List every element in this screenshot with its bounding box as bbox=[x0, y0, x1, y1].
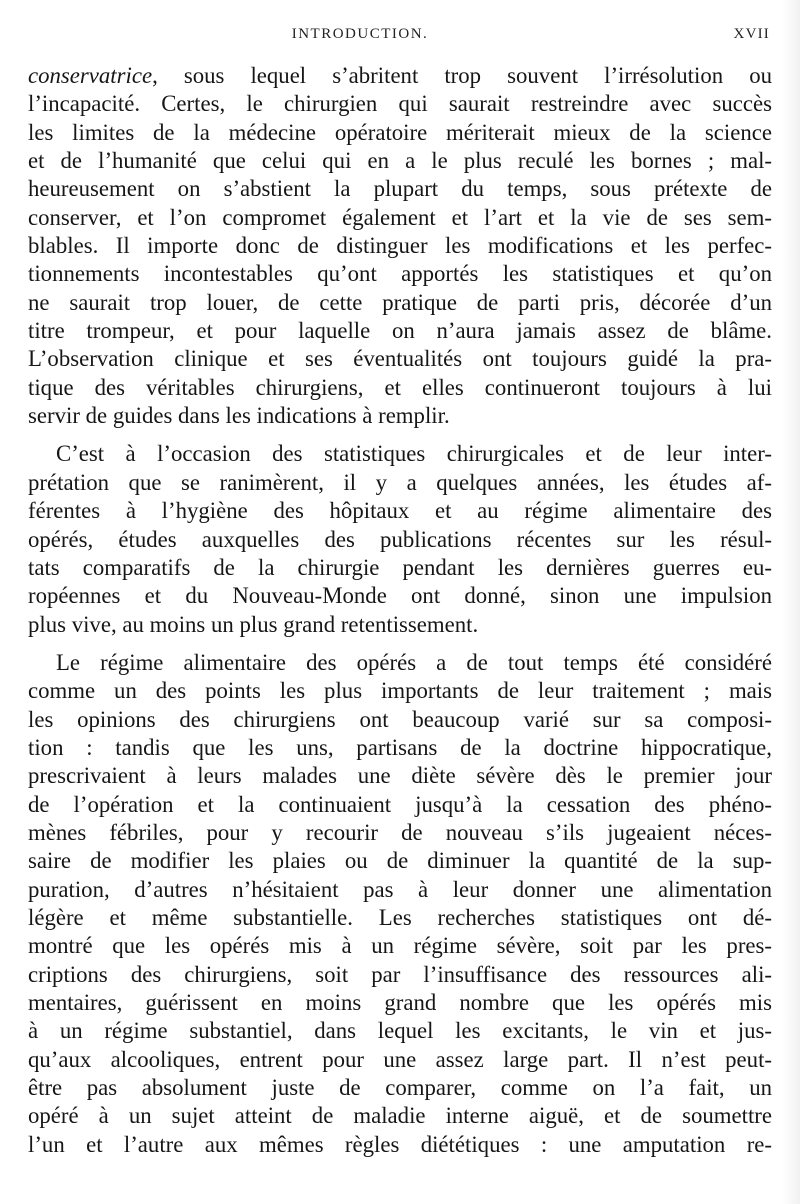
text-line: L’observation clinique et ses éventualités ont toujours guidé la pra- bbox=[28, 346, 772, 372]
text-line: C’est à l’occasion des statistiques chirurgicales et de leur inter- bbox=[56, 441, 772, 467]
text-line: prétation que se ranimèrent, il y a quelques années, les études af- bbox=[28, 469, 772, 495]
text-line: tionnements incontestables qu’ont apportés les statistiques et qu’on bbox=[28, 261, 772, 287]
text-line: l’incapacité. Certes, le chirurgien qui saurait restreindre avec succès bbox=[28, 91, 772, 117]
paragraph bbox=[28, 649, 772, 1159]
text-line: montré que les opérés mis à un régime sévère, soit par les pres- bbox=[28, 933, 772, 959]
text-line: légère et même substantielle. Les recherches statistiques ont dé- bbox=[28, 904, 772, 930]
text-line: qu’aux alcooliques, entrent pour une assez large part. Il n’est peut- bbox=[28, 1046, 772, 1072]
italic-term: conservatrice bbox=[28, 63, 153, 88]
text-line: heureusement on s’abstient la plupart du temps, sous prétexte de bbox=[28, 176, 772, 202]
text-line: de l’opération et la continuaient jusqu’à la cessation des phéno- bbox=[28, 791, 772, 817]
text-line: comme un des points les plus importants de leur traitement ; mais bbox=[28, 678, 772, 704]
paragraph bbox=[28, 62, 772, 430]
text-line: ropéennes et du Nouveau-Monde ont donné, sinon une impulsion bbox=[28, 583, 772, 609]
text-line: les limites de la médecine opératoire mériterait mieux de la science bbox=[28, 119, 772, 145]
text-line: conserver, et l’on compromet également et l’art et la vie de ses sem- bbox=[28, 204, 772, 230]
text-line: opérés, études auxquelles des publications récentes sur les résul- bbox=[28, 526, 772, 552]
paragraph bbox=[28, 440, 772, 638]
body-text bbox=[28, 62, 772, 1159]
page-edge-shadow bbox=[782, 0, 800, 1204]
text-line: et de l’humanité que celui qui en a le plus reculé les bornes ; mal- bbox=[28, 148, 772, 174]
text-line: tats comparatifs de la chirurgie pendant les dernières guerres eu- bbox=[28, 554, 772, 580]
paragraph-gap bbox=[28, 430, 772, 440]
text-line: mentaires, guérissent en moins grand nombre que les opérés mis bbox=[28, 990, 772, 1015]
text-run: , sous lequel s’abritent trop souvent l’irrésolution ou bbox=[152, 63, 772, 88]
text-line: être pas absolument juste de comparer, comme on l’a fait, un bbox=[28, 1075, 772, 1101]
running-head-title: INTRODUCTION. bbox=[291, 26, 429, 42]
text-line: tique des véritables chirurgiens, et elles continueront toujours à lui bbox=[28, 374, 772, 400]
text-line: Le régime alimentaire des opérés a de tout temps été considéré bbox=[56, 649, 772, 675]
text-line: férentes à l’hygiène des hôpitaux et au régime alimentaire des bbox=[28, 498, 772, 524]
running-head bbox=[30, 26, 770, 46]
text-line: plus vive, au moins un plus grand retentissement. bbox=[28, 611, 479, 637]
paragraph-gap bbox=[28, 639, 772, 649]
text-line: opéré à un sujet atteint de maladie interne aiguë, et de soumettre bbox=[28, 1103, 772, 1129]
text-line: servir de guides dans les indications à remplir. bbox=[28, 403, 450, 429]
text-line: titre trompeur, et pour laquelle on n’aura jamais assez de blâme. bbox=[28, 318, 772, 344]
text-line: l’un et l’autre aux mêmes règles diététiques : une amputation re- bbox=[28, 1131, 772, 1157]
text-line: puration, d’autres n’hésitaient pas à leur donner une alimentation bbox=[28, 876, 772, 902]
text-line: ne saurait trop louer, de cette pratique de parti pris, décorée d’un bbox=[28, 289, 772, 315]
text-line: blables. Il importe donc de distinguer les modifications et les perfec- bbox=[28, 233, 772, 259]
text-line: saire de modifier les plaies ou de diminuer la quantité de la sup- bbox=[28, 848, 772, 874]
text-line: à un régime substantiel, dans lequel les excitants, le vin et jus- bbox=[28, 1018, 772, 1044]
page-number: XVII bbox=[733, 26, 770, 42]
text-line bbox=[28, 62, 772, 90]
text-line: les opinions des chirurgiens ont beaucoup varié sur sa composi- bbox=[28, 706, 772, 732]
text-line: criptions des chirurgiens, soit par l’insuffisance des ressources ali- bbox=[28, 961, 772, 987]
text-line: tion : tandis que les uns, partisans de la doctrine hippocratique, bbox=[28, 734, 772, 760]
text-line: prescrivaient à leurs malades une diète sévère dès le premier jour bbox=[28, 763, 772, 789]
text-line: mènes fébriles, pour y recourir de nouveau s’ils jugeaient néces- bbox=[28, 819, 772, 845]
